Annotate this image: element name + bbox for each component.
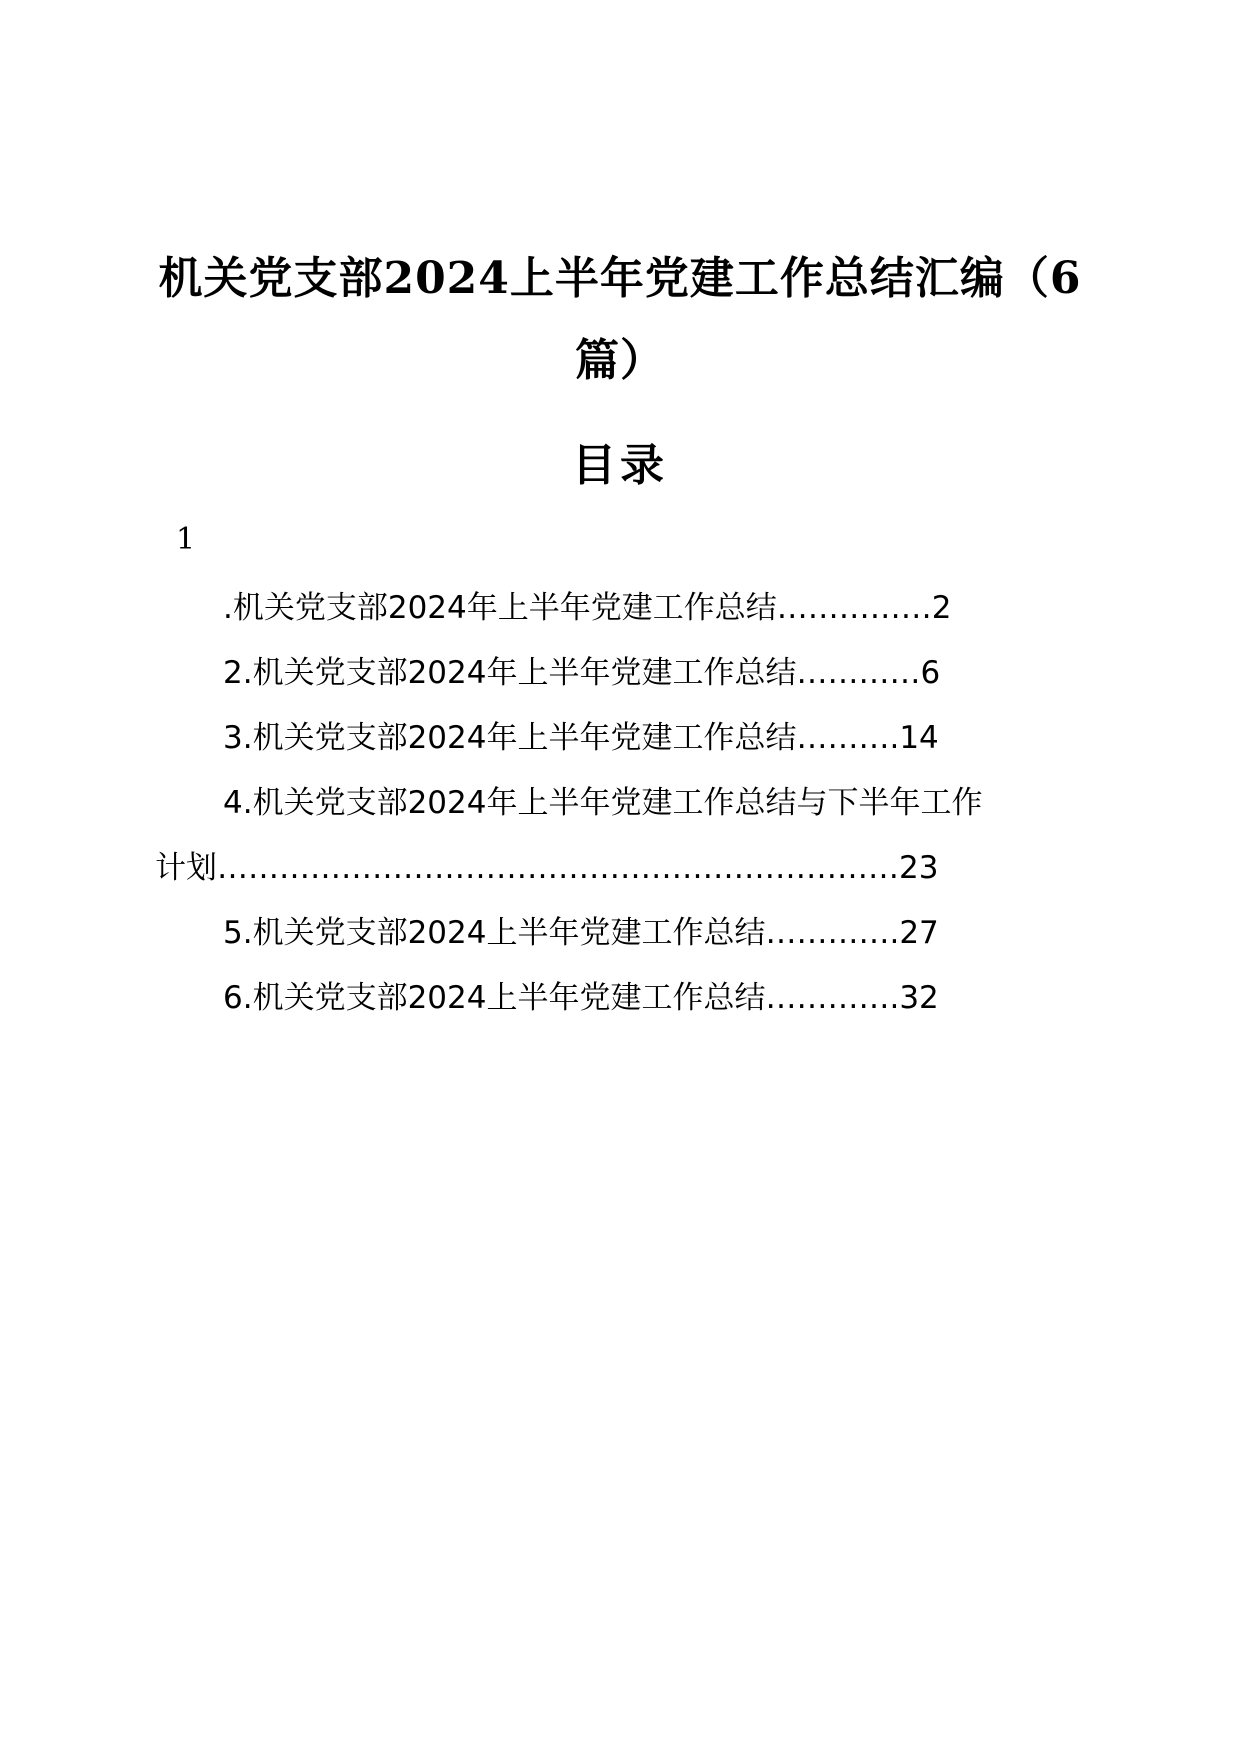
toc-entry-4-line-1[interactable]: 4.机关党支部2024年上半年党建工作总结与下半年工作: [223, 785, 983, 821]
toc-entry-3[interactable]: 3.机关党支部2024年上半年党建工作总结……….14: [223, 720, 939, 756]
stray-page-number: 1: [176, 522, 196, 557]
toc-entry-6[interactable]: 6.机关党支部2024上半年党建工作总结………….32: [223, 980, 939, 1016]
document-title: [140, 238, 1100, 402]
toc-entry-5[interactable]: 5.机关党支部2024上半年党建工作总结………….27: [223, 915, 939, 951]
document-title-line-1: 机关党支部2024上半年党建工作总结汇编（6: [158, 253, 1082, 304]
document-title-line-2: 篇）: [575, 335, 665, 386]
toc-entry-2[interactable]: 2.机关党支部2024年上半年党建工作总结…………6: [223, 655, 941, 691]
toc-entry-1[interactable]: .机关党支部2024年上半年党建工作总结……………2: [223, 590, 952, 626]
toc-entry-4-line-2[interactable]: 计划…………………………………………………………23: [155, 850, 939, 886]
toc-heading: 目录: [572, 440, 668, 491]
